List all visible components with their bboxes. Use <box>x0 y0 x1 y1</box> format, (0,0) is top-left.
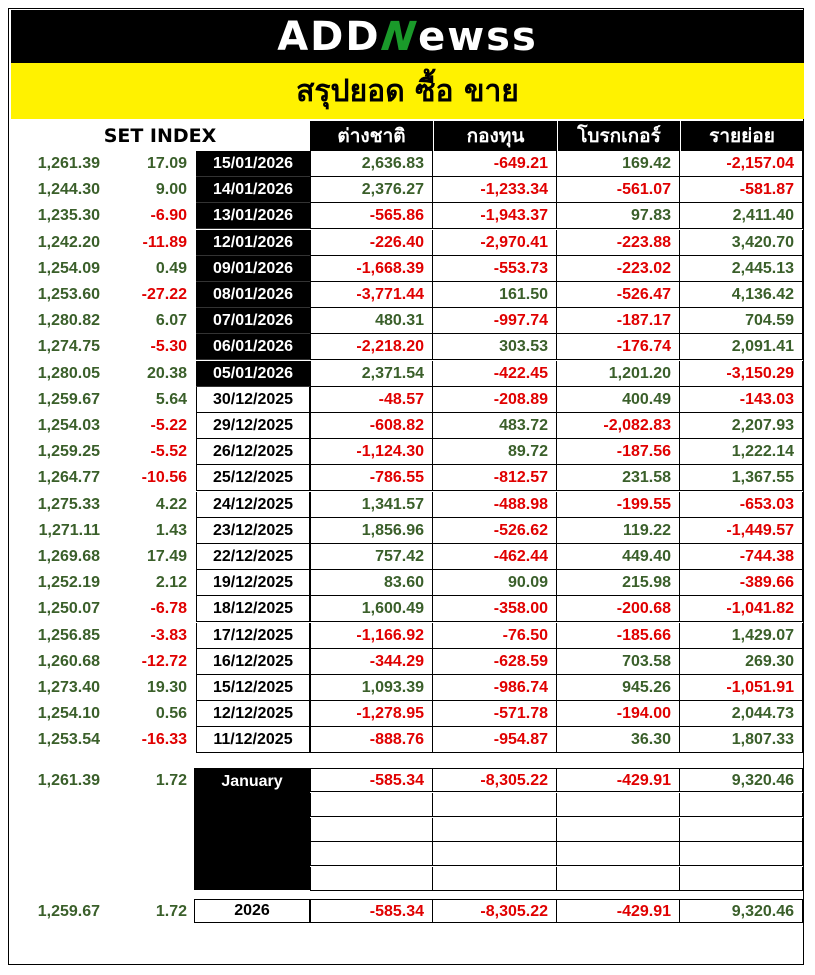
broker-value: -223.88 <box>557 230 680 256</box>
index-change: -27.22 <box>141 286 187 303</box>
retail-value: 269.30 <box>680 649 803 675</box>
broker-value: 36.30 <box>557 727 680 753</box>
index-change: -5.22 <box>150 417 187 434</box>
broker-value: 400.49 <box>557 387 680 413</box>
foreign-value: 2,371.54 <box>310 361 433 387</box>
index-change: 2.12 <box>155 574 187 591</box>
broker-value: -187.17 <box>557 308 680 334</box>
date-cell: 15/01/2026 <box>196 151 310 177</box>
monthly-fund: -8,305.22 <box>433 768 557 792</box>
index-change: -5.30 <box>150 338 187 355</box>
date-cell: 11/12/2025 <box>196 727 310 753</box>
broker-value: -2,082.83 <box>557 413 680 439</box>
set-index-value: 1,275.33 <box>37 496 100 513</box>
monthly-change: 1.72 <box>155 772 187 789</box>
index-change: -3.83 <box>150 627 187 644</box>
page-title: สรุปยอด ซื้อ ขาย <box>296 73 519 109</box>
fund-value: -1,943.37 <box>433 203 557 229</box>
broker-value: -199.55 <box>557 492 680 518</box>
index-change: 17.09 <box>146 155 187 172</box>
retail-value: 1,367.55 <box>680 465 803 491</box>
empty-cell <box>680 867 803 891</box>
retail-value: 3,420.70 <box>680 230 803 256</box>
retail-value: 2,091.41 <box>680 334 803 360</box>
retail-value: 1,807.33 <box>680 727 803 753</box>
foreign-value: -1,278.95 <box>310 701 433 727</box>
set-index-value: 1,280.82 <box>37 312 100 329</box>
date-cell: 22/12/2025 <box>196 544 310 570</box>
yearly-broker: -429.91 <box>557 899 680 923</box>
monthly-broker: -429.91 <box>557 768 680 792</box>
foreign-value: 480.31 <box>310 308 433 334</box>
brand-logo <box>277 14 538 60</box>
fund-value: -208.89 <box>433 387 557 413</box>
set-index-value: 1,253.60 <box>37 286 100 303</box>
date-cell: 19/12/2025 <box>196 570 310 596</box>
table-row <box>0 492 815 518</box>
retail-value: 2,207.93 <box>680 413 803 439</box>
date-cell: 09/01/2026 <box>196 256 310 282</box>
date-cell: 12/12/2025 <box>196 701 310 727</box>
fund-value: -358.00 <box>433 596 557 622</box>
broker-value: 703.58 <box>557 649 680 675</box>
year-label: 2026 <box>194 899 310 923</box>
index-change: -5.52 <box>150 443 187 460</box>
set-index-value: 1,271.11 <box>38 522 100 539</box>
logo-part-n: N <box>378 13 421 60</box>
date-cell: 26/12/2025 <box>196 439 310 465</box>
table-row <box>0 177 815 203</box>
brand-header <box>11 10 804 63</box>
empty-cell <box>310 818 433 842</box>
table-row <box>0 649 815 675</box>
broker-value: 231.58 <box>557 465 680 491</box>
empty-cell <box>433 793 557 817</box>
yearly-change: 1.72 <box>155 903 187 920</box>
empty-cell <box>433 842 557 866</box>
set-index-value: 1,244.30 <box>37 181 100 198</box>
table-row <box>0 361 815 387</box>
retail-value: 2,044.73 <box>680 701 803 727</box>
table-row <box>0 151 815 177</box>
foreign-value: -888.76 <box>310 727 433 753</box>
table-row <box>0 308 815 334</box>
table-row <box>0 623 815 649</box>
index-change: -6.78 <box>150 600 187 617</box>
set-index-value: 1,242.20 <box>37 234 100 251</box>
logo-part-ewss: ewss <box>418 13 538 60</box>
set-index-value: 1,280.05 <box>37 365 100 382</box>
set-index-value: 1,264.77 <box>37 469 100 486</box>
retail-value: -744.38 <box>680 544 803 570</box>
foreign-value: -1,166.92 <box>310 623 433 649</box>
fund-value: 90.09 <box>433 570 557 596</box>
empty-cell <box>310 793 433 817</box>
index-change: 6.07 <box>155 312 187 329</box>
foreign-value: 2,636.83 <box>310 151 433 177</box>
broker-value: 1,201.20 <box>557 361 680 387</box>
fund-value: -571.78 <box>433 701 557 727</box>
yearly-summary-row <box>0 899 815 923</box>
date-cell: 18/12/2025 <box>196 596 310 622</box>
foreign-value: -786.55 <box>310 465 433 491</box>
fund-value: 89.72 <box>433 439 557 465</box>
fund-value: -986.74 <box>433 675 557 701</box>
index-change: -6.90 <box>150 207 187 224</box>
foreign-value: 1,856.96 <box>310 518 433 544</box>
index-change: -16.33 <box>141 731 187 748</box>
fund-value: -1,233.34 <box>433 177 557 203</box>
broker-value: 215.98 <box>557 570 680 596</box>
set-index-value: 1,256.85 <box>37 627 100 644</box>
retail-value: 2,445.13 <box>680 256 803 282</box>
fund-value: 483.72 <box>433 413 557 439</box>
foreign-header: ต่างชาติ <box>310 121 433 151</box>
date-cell: 17/12/2025 <box>196 623 310 649</box>
table-row <box>0 465 815 491</box>
month-label: January <box>194 768 310 890</box>
date-cell: 12/01/2026 <box>196 230 310 256</box>
retail-value: -3,150.29 <box>680 361 803 387</box>
set-index-value: 1,260.68 <box>37 653 100 670</box>
fund-value: -76.50 <box>433 623 557 649</box>
index-change: 0.56 <box>155 705 187 722</box>
empty-cell <box>680 793 803 817</box>
fund-value: -997.74 <box>433 308 557 334</box>
logo-part-add: ADD <box>277 13 381 60</box>
index-change: 4.22 <box>155 496 187 513</box>
set-index-value: 1,235.30 <box>37 207 100 224</box>
retail-value: -581.87 <box>680 177 803 203</box>
fund-value: -553.73 <box>433 256 557 282</box>
yearly-foreign: -585.34 <box>310 899 433 923</box>
set-index-value: 1,254.03 <box>37 417 100 434</box>
fund-value: -462.44 <box>433 544 557 570</box>
fund-value: 303.53 <box>433 334 557 360</box>
retail-header: รายย่อย <box>681 121 803 151</box>
retail-value: -1,041.82 <box>680 596 803 622</box>
table-row <box>0 256 815 282</box>
retail-value: -2,157.04 <box>680 151 803 177</box>
foreign-value: 1,600.49 <box>310 596 433 622</box>
broker-value: -526.47 <box>557 282 680 308</box>
retail-value: 2,411.40 <box>680 203 803 229</box>
empty-row <box>0 818 815 842</box>
table-row <box>0 596 815 622</box>
table-row <box>0 203 815 229</box>
retail-value: -1,051.91 <box>680 675 803 701</box>
index-change: -10.56 <box>141 469 187 486</box>
broker-value: -194.00 <box>557 701 680 727</box>
foreign-value: -3,771.44 <box>310 282 433 308</box>
index-change: 5.64 <box>155 391 187 408</box>
yearly-index: 1,259.67 <box>37 903 100 920</box>
fund-value: -2,970.41 <box>433 230 557 256</box>
empty-cell <box>557 818 680 842</box>
broker-value: 169.42 <box>557 151 680 177</box>
monthly-foreign: -585.34 <box>310 768 433 792</box>
date-cell: 06/01/2026 <box>196 334 310 360</box>
index-change: -12.72 <box>141 653 187 670</box>
empty-cell <box>680 818 803 842</box>
date-cell: 08/01/2026 <box>196 282 310 308</box>
table-row <box>0 387 815 413</box>
table-row <box>0 701 815 727</box>
table-row <box>0 570 815 596</box>
title-bar <box>11 63 804 119</box>
fund-value: -649.21 <box>433 151 557 177</box>
date-cell: 25/12/2025 <box>196 465 310 491</box>
fund-value: -954.87 <box>433 727 557 753</box>
empty-cell <box>680 842 803 866</box>
index-change: 17.49 <box>146 548 187 565</box>
fund-value: 161.50 <box>433 282 557 308</box>
date-cell: 30/12/2025 <box>196 387 310 413</box>
date-cell: 15/12/2025 <box>196 675 310 701</box>
set-index-value: 1,259.67 <box>37 391 100 408</box>
date-cell: 05/01/2026 <box>196 361 310 387</box>
foreign-value: -344.29 <box>310 649 433 675</box>
table-row <box>0 727 815 753</box>
foreign-value: 757.42 <box>310 544 433 570</box>
retail-value: -653.03 <box>680 492 803 518</box>
empty-row <box>0 793 815 817</box>
set-index-value: 1,261.39 <box>37 155 100 172</box>
date-cell: 29/12/2025 <box>196 413 310 439</box>
set-index-value: 1,259.25 <box>37 443 100 460</box>
empty-cell <box>557 842 680 866</box>
empty-cell <box>433 818 557 842</box>
index-change: -11.89 <box>142 234 187 251</box>
retail-value: 1,429.07 <box>680 623 803 649</box>
date-cell: 13/01/2026 <box>196 203 310 229</box>
foreign-value: -1,668.39 <box>310 256 433 282</box>
date-cell: 14/01/2026 <box>196 177 310 203</box>
monthly-summary-row <box>0 768 815 792</box>
empty-cell <box>310 842 433 866</box>
set-index-value: 1,254.09 <box>37 260 100 277</box>
index-change: 20.38 <box>146 365 187 382</box>
table-row <box>0 544 815 570</box>
set-index-value: 1,274.75 <box>37 338 100 355</box>
date-cell: 07/01/2026 <box>196 308 310 334</box>
table-row <box>0 518 815 544</box>
set-index-header: SET INDEX <box>103 125 217 147</box>
broker-value: 97.83 <box>557 203 680 229</box>
date-cell: 23/12/2025 <box>196 518 310 544</box>
foreign-value: 1,341.57 <box>310 492 433 518</box>
date-cell: 24/12/2025 <box>196 492 310 518</box>
monthly-index: 1,261.39 <box>37 772 100 789</box>
foreign-value: -565.86 <box>310 203 433 229</box>
broker-value: 945.26 <box>557 675 680 701</box>
set-index-value: 1,254.10 <box>37 705 100 722</box>
yearly-retail: 9,320.46 <box>680 899 803 923</box>
retail-value: 4,136.42 <box>680 282 803 308</box>
table-row <box>0 439 815 465</box>
foreign-value: -226.40 <box>310 230 433 256</box>
broker-value: -223.02 <box>557 256 680 282</box>
foreign-value: 83.60 <box>310 570 433 596</box>
broker-value: -176.74 <box>557 334 680 360</box>
empty-cell <box>557 793 680 817</box>
table-row <box>0 334 815 360</box>
broker-header: โบรกเกอร์ <box>558 121 680 151</box>
fund-value: -488.98 <box>433 492 557 518</box>
broker-value: -185.66 <box>557 623 680 649</box>
table-row <box>0 413 815 439</box>
empty-cell <box>310 867 433 891</box>
retail-value: -143.03 <box>680 387 803 413</box>
broker-value: -561.07 <box>557 177 680 203</box>
empty-cell <box>557 867 680 891</box>
foreign-value: 1,093.39 <box>310 675 433 701</box>
broker-value: 119.22 <box>557 518 680 544</box>
retail-value: 1,222.14 <box>680 439 803 465</box>
index-change: 1.43 <box>155 522 187 539</box>
index-change: 9.00 <box>155 181 187 198</box>
retail-value: -1,449.57 <box>680 518 803 544</box>
set-index-value: 1,250.07 <box>37 600 100 617</box>
set-index-value: 1,269.68 <box>37 548 100 565</box>
yearly-fund: -8,305.22 <box>433 899 557 923</box>
foreign-value: -2,218.20 <box>310 334 433 360</box>
set-index-value: 1,273.40 <box>37 679 100 696</box>
table-row <box>0 282 815 308</box>
retail-value: 704.59 <box>680 308 803 334</box>
monthly-retail: 9,320.46 <box>680 768 803 792</box>
empty-cell <box>433 867 557 891</box>
foreign-value: -608.82 <box>310 413 433 439</box>
index-change: 0.49 <box>155 260 187 277</box>
foreign-value: 2,376.27 <box>310 177 433 203</box>
empty-row <box>0 842 815 866</box>
fund-value: -422.45 <box>433 361 557 387</box>
empty-row <box>0 867 815 891</box>
broker-value: -187.56 <box>557 439 680 465</box>
date-cell: 16/12/2025 <box>196 649 310 675</box>
fund-value: -812.57 <box>433 465 557 491</box>
fund-value: -628.59 <box>433 649 557 675</box>
foreign-value: -48.57 <box>310 387 433 413</box>
set-index-value: 1,253.54 <box>37 731 100 748</box>
retail-value: -389.66 <box>680 570 803 596</box>
broker-value: -200.68 <box>557 596 680 622</box>
table-row <box>0 675 815 701</box>
fund-value: -526.62 <box>433 518 557 544</box>
index-change: 19.30 <box>146 679 187 696</box>
broker-value: 449.40 <box>557 544 680 570</box>
table-row <box>0 230 815 256</box>
set-index-value: 1,252.19 <box>37 574 100 591</box>
foreign-value: -1,124.30 <box>310 439 433 465</box>
fund-header: กองทุน <box>434 121 557 151</box>
